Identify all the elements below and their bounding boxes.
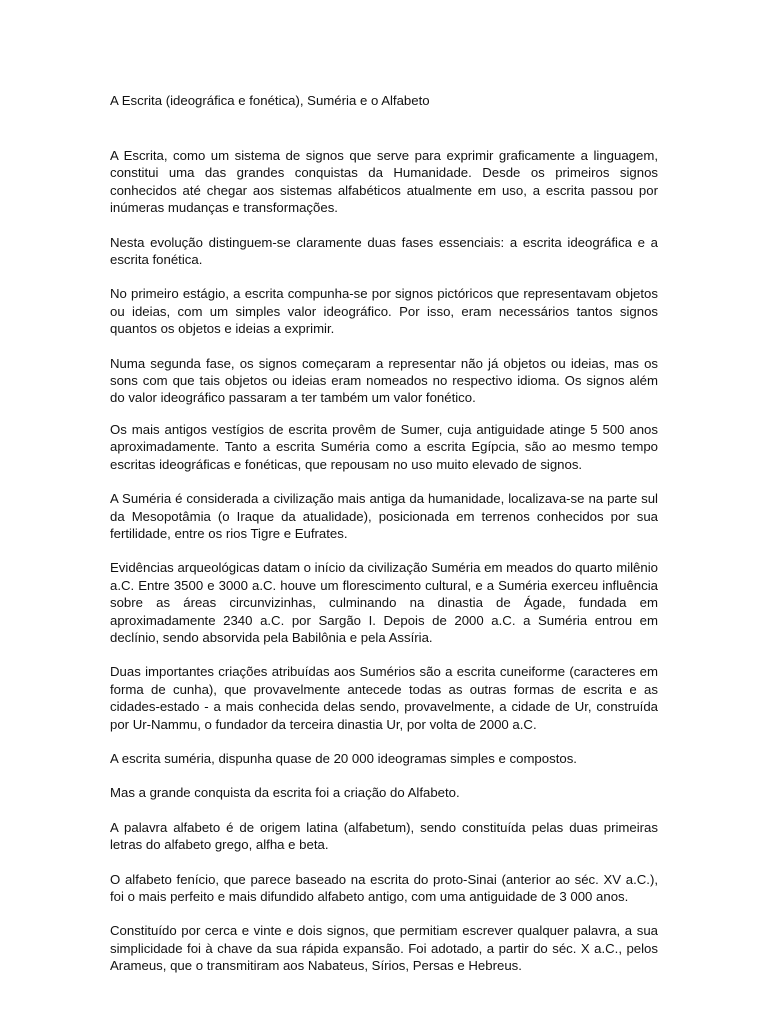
paragraph-sumerian-creations: Duas importantes criações atribuídas aos Sumérios são a escrita cuneiforme (caracteres em forma de cunha), que provavelmente antecede todas as outras formas de escrita e as cidades-estado - a mais conhecida delas sendo, provavelmente, a cidade de Ur, construída por Ur-Nammu, o fundador da terceira dinastia Ur, por volta de 2000 a.C. bbox=[110, 664, 658, 732]
document-page bbox=[110, 92, 658, 992]
paragraph-phases: Nesta evolução distinguem-se claramente duas fases essenciais: a escrita ideográfica e a escrita fonética. bbox=[110, 234, 658, 268]
paragraph-intro: A Escrita, como um sistema de signos que serve para exprimir graficamente a linguagem, constitui uma das grandes conquistas da Humanidade. Desde os primeiros signos conhecidos até chegar aos sistemas alfabéticos atualmente em uso, a escrita passou por inúmeras mudanças e transformações. bbox=[110, 148, 658, 216]
paragraph-archaeological-evidence: Evidências arqueológicas datam o início da civilização Suméria em meados do quarto milênio a.C. Entre 3500 e 3000 a.C. houve um florescimento cultural, e a Suméria exerceu influência sobre as áreas circunvizinhas, culminando na dinastia de Ágade, fundada em aproximadamente 2340 a.C. por Sargão I. Depois de 2000 a.C. a Suméria entrou em declínio, sendo absorvida pela Babilônia e pela Assíria. bbox=[110, 560, 658, 645]
paragraph-alphabet-origin: A palavra alfabeto é de origem latina (alfabetum), sendo constituída pelas duas primeiras letras do alfabeto grego, alfha e beta. bbox=[110, 819, 658, 853]
document-title: A Escrita (ideográfica e fonética), Suméria e o Alfabeto bbox=[110, 93, 430, 108]
paragraph-alphabet-expansion: Constituído por cerca e vinte e dois signos, que permitiam escrever qualquer palavra, a sua simplicidade foi à chave da sua rápida expansão. Foi adotado, a partir do séc. X a.C., pelos Arameus, que o transmitiram aos Nabateus, Sírios, Persas e Hebreus. bbox=[110, 923, 658, 974]
paragraph-ideograms: A escrita suméria, dispunha quase de 20 000 ideogramas simples e compostos. bbox=[110, 750, 577, 766]
paragraph-first-stage: No primeiro estágio, a escrita compunha-se por signos pictóricos que representavam objetos ou ideias, com um simples valor ideográfico. Por isso, eram necessários tantos signos quantos os objetos e ideias a exprimir. bbox=[110, 286, 658, 337]
paragraph-alphabet-conquest: Mas a grande conquista da escrita foi a criação do Alfabeto. bbox=[110, 785, 460, 801]
paragraph-phoenician-alphabet: O alfabeto fenício, que parece baseado na escrita do proto-Sinai (anterior ao séc. XV a.C.), foi o mais perfeito e mais difundido alfabeto antigo, com uma antiguidade de 3 000 anos. bbox=[110, 871, 658, 904]
paragraph-second-stage: Numa segunda fase, os signos começaram a representar não já objetos ou ideias, mas os sons com que tais objetos ou ideias eram nomeados no respectivo idioma. Os signos além do valor ideográfico passaram a ter também um valor fonético. bbox=[110, 355, 658, 406]
paragraph-sumer-vestiges: Os mais antigos vestígios de escrita provêm de Sumer, cuja antiguidade atinge 5 500 anos aproximadamente. Tanto a escrita Suméria como a escrita Egípcia, são ao mesmo tempo escritas ideográficas e fonéticas, que repousam no uso muito elevado de signos. bbox=[110, 421, 658, 472]
paragraph-sumeria-location: A Suméria é considerada a civilização mais antiga da humanidade, localizava-se na parte sul da Mesopotâmia (o Iraque da atualidade), posicionada em terrenos conhecidos por sua fertilidade, entre os rios Tigre e Eufrates. bbox=[110, 491, 658, 541]
